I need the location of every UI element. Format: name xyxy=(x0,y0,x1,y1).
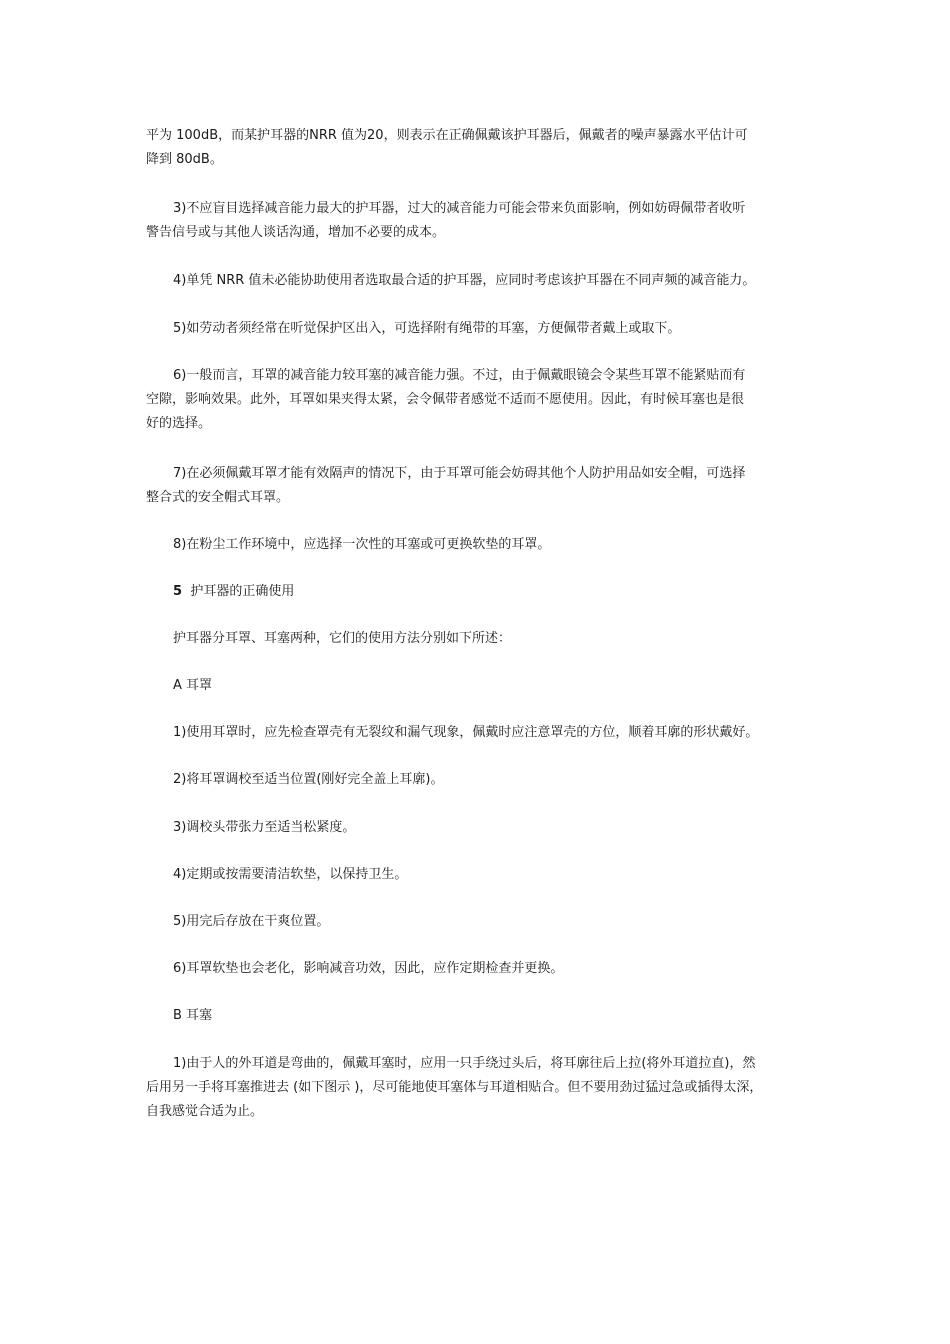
text-line: 1)由于人的外耳道是弯曲的，佩戴耳塞时，应用一只手绕过头后，将耳廓往后上拉(将外耳道拉直)，然 xyxy=(173,1056,756,1071)
paragraph-item-5 xyxy=(146,317,826,341)
text-line: 5)用完后存放在干爽位置。 xyxy=(173,914,330,929)
paragraph-nrr-example xyxy=(146,124,826,172)
text-line: 4)单凭 NRR 值未必能协助使用者选取最合适的护耳器，应同时考虑该护耳器在不同声频的减音能力。 xyxy=(173,273,756,288)
text-line: 3)调校头带张力至适当松紧度。 xyxy=(173,820,356,835)
text-line: 4)定期或按需要清洁软垫，以保持卫生。 xyxy=(173,867,408,882)
paragraph-earmuff-1 xyxy=(146,721,826,745)
section-heading-line xyxy=(146,580,826,604)
paragraph-item-8 xyxy=(146,533,826,557)
section-heading xyxy=(146,580,826,604)
text-line: 6)一般而言，耳罩的减音能力较耳塞的减音能力强。不过，由于佩戴眼镜会令某些耳罩不能紧贴而有 xyxy=(173,368,746,383)
subheading-earmuff xyxy=(146,674,826,698)
paragraph-earmuff-6 xyxy=(146,957,826,981)
text-line: 8)在粉尘工作环境中，应选择一次性的耳塞或可更换软垫的耳罩。 xyxy=(173,537,551,552)
text-line: 好的选择。 xyxy=(146,416,212,431)
text-line: 平为 100dB，而某护耳器的NRR 值为20，则表示在正确佩戴该护耳器后，佩戴者的噪声暴露水平估计可 xyxy=(146,128,748,143)
text-line: 护耳器分耳罩、耳塞两种，它们的使用方法分别如下所述： xyxy=(173,631,512,646)
text-line: B 耳塞 xyxy=(173,1008,213,1023)
paragraph-earmuff-2 xyxy=(146,768,826,792)
paragraph-earmuff-4 xyxy=(146,863,826,887)
text-line: A 耳罩 xyxy=(173,678,213,693)
paragraph-earmuff-3 xyxy=(146,816,826,840)
section-number: 5 xyxy=(173,584,183,599)
paragraph-item-4 xyxy=(146,269,826,293)
text-line: 6)耳罩软垫也会老化，影响减音功效，因此，应作定期检查并更换。 xyxy=(173,961,564,976)
text-line: 1)使用耳罩时，应先检查罩壳有无裂纹和漏气现象，佩戴时应注意罩壳的方位，顺着耳廓的形状戴好。 xyxy=(173,725,759,740)
paragraph-intro xyxy=(146,627,826,651)
paragraph-item-6 xyxy=(146,364,826,436)
paragraph-item-3 xyxy=(146,197,826,245)
paragraph-item-7 xyxy=(146,462,826,510)
paragraph-earmuff-5 xyxy=(146,910,826,934)
text-line: 后用另一手将耳塞推进去 (如下图示 )，尽可能地使耳塞体与耳道相贴合。但不要用劲过猛过急或插得太深， xyxy=(146,1080,763,1095)
text-line: 7)在必须佩戴耳罩才能有效隔声的情况下，由于耳罩可能会妨碍其他个人防护用品如安全帽，可选择 xyxy=(173,466,746,481)
subheading-earplug xyxy=(146,1004,826,1028)
text-line: 警告信号或与其他人谈话沟通，增加不必要的成本。 xyxy=(146,225,446,240)
text-line: 空隙，影响效果。此外，耳罩如果夹得太紧，会令佩带者感觉不适而不愿使用。因此，有时候耳塞也是很 xyxy=(146,392,745,407)
text-line: 整合式的安全帽式耳罩。 xyxy=(146,490,290,505)
paragraph-earplug-1 xyxy=(146,1052,826,1124)
text-line: 自我感觉合适为止。 xyxy=(146,1104,264,1119)
text-line: 5)如劳动者须经常在听觉保护区出入，可选择附有绳带的耳塞，方便佩带者戴上或取下。 xyxy=(173,321,681,336)
text-line: 降到 80dB。 xyxy=(146,152,223,167)
section-title: 护耳器的正确使用 xyxy=(190,584,295,599)
text-line: 3)不应盲目选择减音能力最大的护耳器，过大的减音能力可能会带来负面影响，例如妨碍佩带者收听 xyxy=(173,201,746,216)
text-line: 2)将耳罩调校至适当位置(刚好完全盖上耳廓)。 xyxy=(173,772,444,787)
